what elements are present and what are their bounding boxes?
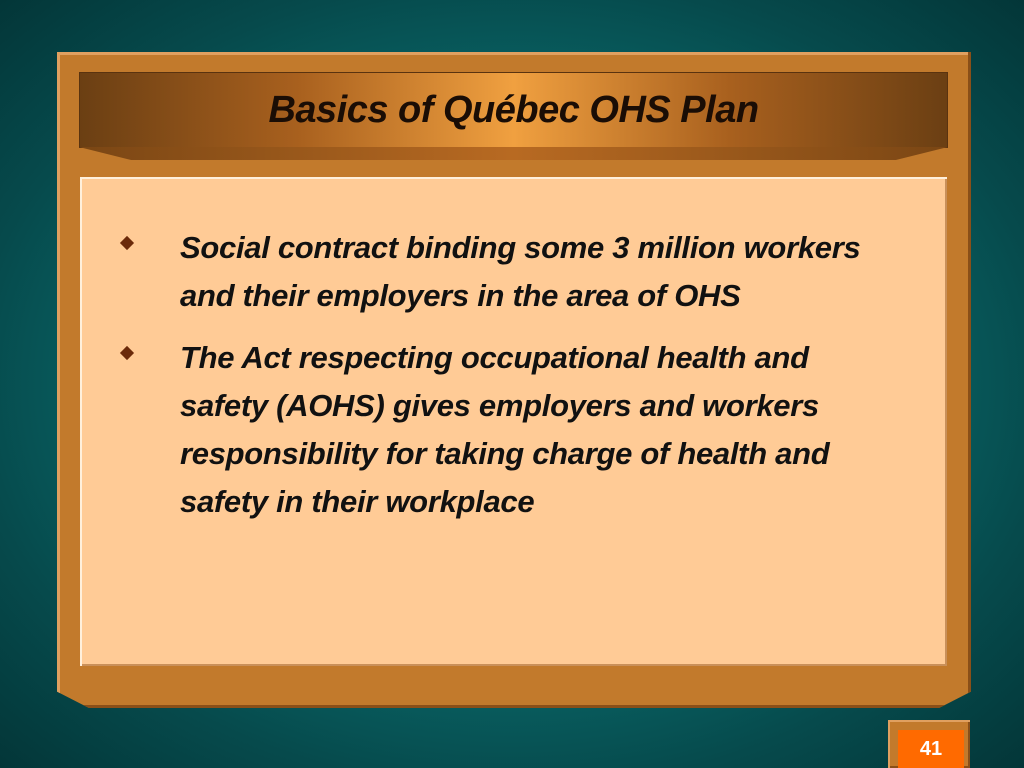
bullet-item bbox=[118, 334, 898, 526]
bullet-list bbox=[118, 224, 898, 540]
bullet-text: Social contract binding some 3 million workers and their employers in the area of OHS bbox=[180, 230, 861, 313]
slide-title: Basics of Québec OHS Plan bbox=[268, 89, 759, 131]
title-bar-bevel bbox=[79, 147, 948, 160]
diamond-bullet-icon bbox=[120, 236, 134, 250]
diamond-bullet-icon bbox=[120, 346, 134, 360]
bullet-text: The Act respecting occupational health and safety (AOHS) gives employers and workers responsibility for taking charge of health and safety in their workplace bbox=[180, 340, 830, 519]
bullet-item bbox=[118, 224, 898, 320]
slide-number: 41 bbox=[898, 730, 964, 768]
